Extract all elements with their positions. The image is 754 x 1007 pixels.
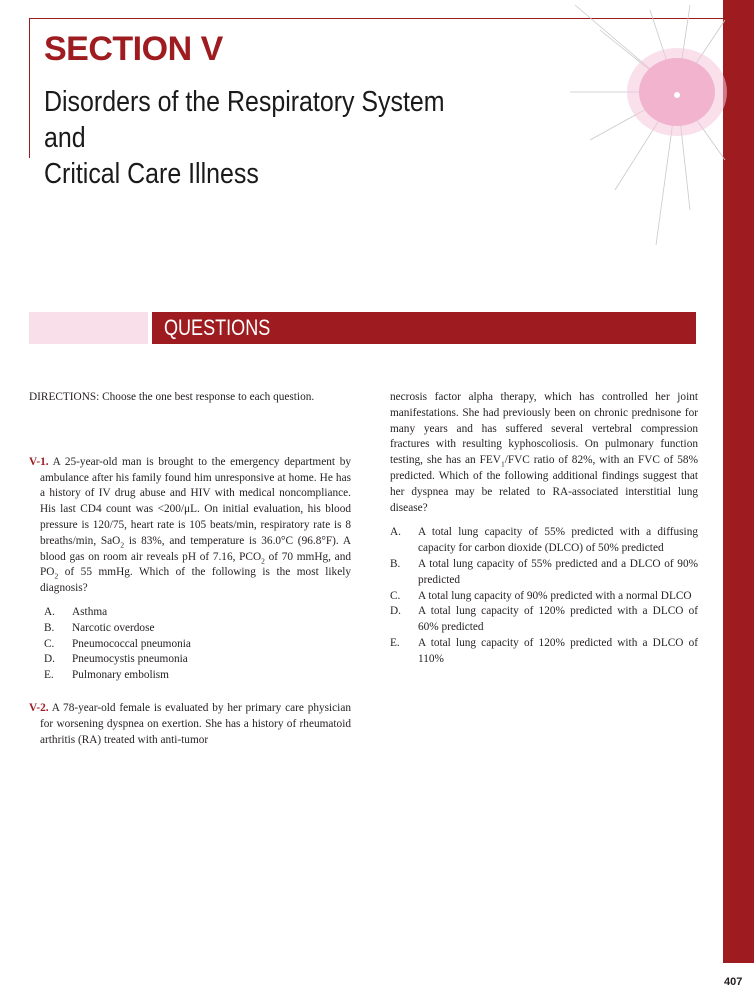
option[interactable]: B. A total lung capacity of 55% predicted and a DLCO of 90% predicted [390, 557, 698, 586]
section-title-line2: Critical Care Illness [44, 158, 259, 190]
question-v1-options [29, 605, 351, 684]
directions-text: DIRECTIONS: Choose the one best response to each question. [29, 391, 315, 403]
question-v2-options [390, 525, 698, 667]
option[interactable]: A. A total lung capacity of 55% predicted with a diffusing capacity for carbon dioxide (DLCO) of 50% predicted [390, 526, 698, 555]
option[interactable]: B. Narcotic overdose [44, 621, 155, 634]
question-v2-stem-start: V-2. A 78-year-old female is evaluated by her primary care physician for worsening dyspnea on exertion. She has a history of rheumatoid arthritis (RA) treated with anti-tumor [29, 701, 351, 746]
left-rule [29, 18, 30, 158]
question-v2-number: V-2. [29, 701, 49, 714]
questions-banner [152, 312, 696, 344]
option[interactable]: E. Pulmonary embolism [44, 669, 169, 682]
section-title [44, 84, 491, 192]
right-column [390, 390, 698, 668]
question-v2-stem-continued: necrosis factor alpha therapy, which has controlled her joint manifestations. She had previously been on chronic prednisone for many years and has suffered several vertebral compression fractures with resulting kyphoscoliosis. On pulmonary function testing, she has an $FEV_1$/FVC ratio of 82%, with an FVC of 58% predicted. Which of the following additional findings suggest that her dyspnea may be related to RA-associated interstitial lung disease? [390, 391, 698, 514]
questions-banner-label: QUESTIONS [164, 315, 271, 340]
left-column [29, 390, 351, 748]
option[interactable]: C. A total lung capacity of 90% predicted with a normal DLCO [390, 589, 692, 602]
option[interactable]: A. Asthma [44, 605, 108, 618]
option[interactable]: D. A total lung capacity of 120% predicted with a DLCO of 60% predicted [390, 605, 698, 634]
question-v1-number: V-1. [29, 455, 49, 468]
option[interactable]: D. Pneumocystis pneumonia [44, 653, 188, 666]
section-label: SECTION V [44, 30, 223, 68]
pink-splash-graphic [560, 0, 740, 250]
question-v1-stem: V-1. A 25-year-old man is brought to the emergency department by ambulance after his family found him unresponsive at home. He has a history of IV drug abuse and HIV with medical noncompliance. His last CD4 count was <200/μL. On initial evaluation, his blood pressure is 120/75, heart rate is 105 beats/min, respiratory rate is 8 breaths/min, SaO$_2$ is 83%, and temperature is 36.0°C (96.8°F). A blood gas on room air reveals pH of 7.16, $PCO_2$ of 70 mmHg, and $PO_2$ of 55 mmHg. Which of the following is the most likely diagnosis? [29, 455, 351, 595]
section-title-line1: Disorders of the Respiratory System and [44, 86, 445, 154]
option[interactable]: E. A total lung capacity of 120% predicted with a DLCO of 110% [390, 636, 698, 665]
page-number: 407 [724, 976, 743, 988]
questions-banner-accent [29, 312, 148, 344]
option[interactable]: C. Pneumococcal pneumonia [44, 637, 191, 650]
